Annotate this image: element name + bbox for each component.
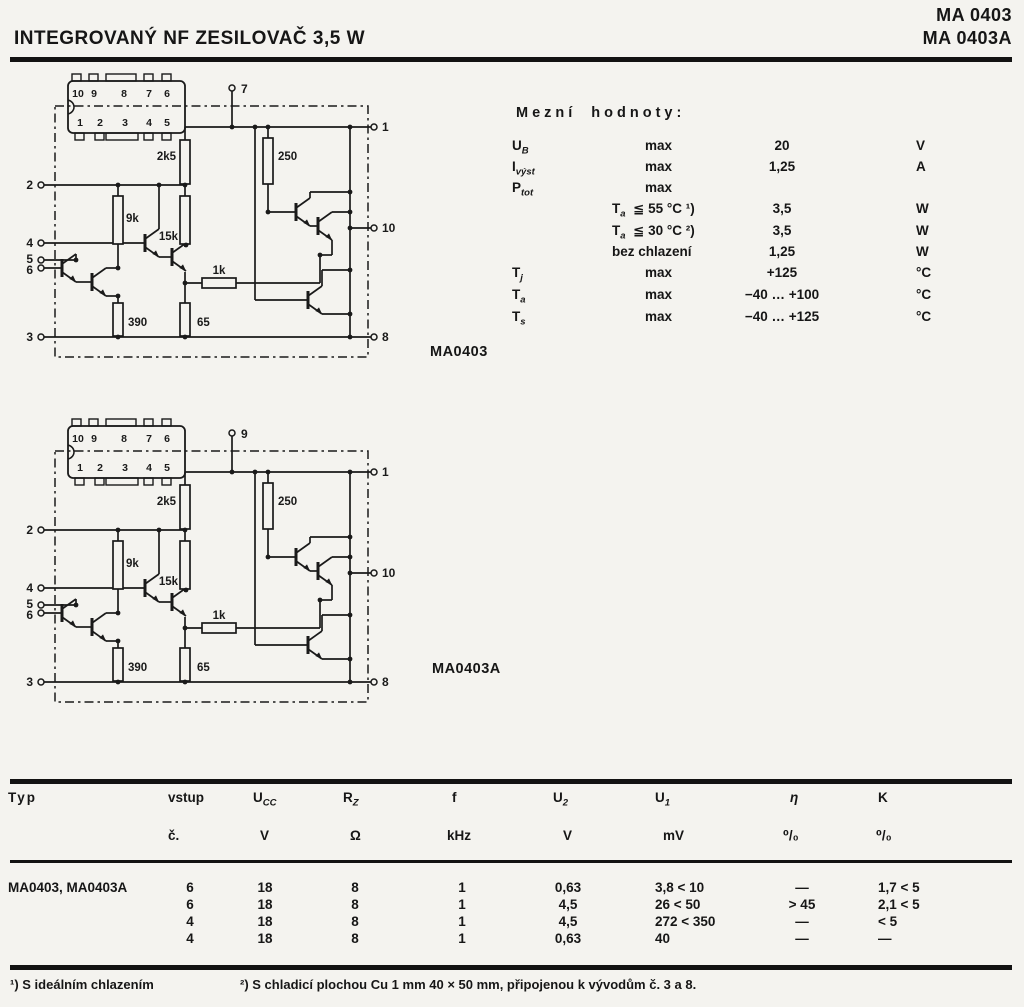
circuit-label: MA0403A [432,661,501,677]
junction-dot [253,470,258,475]
limit-max: max [645,309,673,324]
terminal [38,602,44,608]
ic-pin-number: 5 [164,117,170,129]
ic-pin-number: 6 [164,433,170,445]
junction-dot [74,258,79,263]
pin-label: 1 [382,465,389,479]
junction-dot [348,125,353,130]
pin-label: 9 [241,427,248,441]
junction-dot [348,555,353,560]
ic-pin-stub [162,133,171,140]
ic-pin-stub [144,478,153,485]
pin-label: 10 [382,221,396,235]
pin-label: 5 [26,252,33,266]
resistor [202,278,236,288]
table-cell: 1 [458,897,466,912]
limit-symbol: $T_a$ [512,287,526,306]
terminal [38,527,44,533]
table-cell: — [878,931,892,946]
resistor [180,485,190,529]
ic-pin-number: 10 [72,433,84,445]
resistor [202,623,236,633]
limit-max: max [645,265,673,280]
ic-pin-stub [144,74,153,81]
ic-pin-number: 9 [91,88,97,100]
table-mid-rule [10,860,1012,863]
junction-dot [348,210,353,215]
ic-pin-stub [162,478,171,485]
circuit-label: MA0403 [430,344,488,360]
junction-dot [183,528,188,533]
junction-dot [157,183,162,188]
ic-pin-stub [89,419,98,426]
terminal [371,124,377,130]
ic-pin-number: 7 [146,433,152,445]
table-column-header: $U_2$ [553,790,569,809]
table-cell: 1 [458,914,466,929]
junction-dot [116,611,121,616]
terminal [229,430,235,436]
junction-dot [74,603,79,608]
resistor [263,483,273,529]
resistor [180,196,190,244]
ic-tab [106,133,138,140]
junction-dot [348,312,353,317]
table-cell: 2,1 < 5 [878,897,920,912]
table-column-header: $U_1$ [655,790,671,809]
table-cell: 1,7 < 5 [878,880,920,895]
junction-dot [183,335,188,340]
limit-value: −40 … +125 [744,309,820,324]
limit-unit: V [916,138,926,153]
table-cell: 40 [655,931,671,946]
resistor [180,303,190,336]
table-column-header: f [452,790,457,805]
limit-unit: W [916,201,929,216]
wire [92,613,106,623]
junction-dot [348,190,353,195]
limit-unit: W [916,244,929,259]
wire [92,268,106,278]
resistor-label: 9k [126,213,139,225]
table-column-header: η [790,790,799,805]
table-cell: 1 [458,880,466,895]
table-cell: 3,8 < 10 [655,880,705,895]
ic-pin-number: 2 [97,117,103,129]
table-cell: < 5 [878,914,898,929]
wire [145,229,159,239]
terminal [38,679,44,685]
table-cell: 272 < 350 [655,914,716,929]
junction-dot [116,266,121,271]
limit-unit: A [916,159,926,174]
junction-dot [348,680,353,685]
transistor-emitter-arrow [179,264,186,271]
ic-pin-number: 5 [164,462,170,474]
limit-max: max [645,287,673,302]
transistor-emitter-arrow [325,233,332,240]
page-title: INTEGROVANÝ NF ZESILOVAČ 3,5 W [14,28,366,49]
table-column-header: $U_{CC}$ [253,790,277,809]
table-column-unit: ⁰/₀ [876,828,892,843]
table-cell: 18 [257,880,273,895]
ic-pin-number: 4 [146,462,152,474]
ic-pin-stub [75,133,84,140]
ic-tab [106,74,136,81]
terminal [38,182,44,188]
resistor-label: 390 [128,662,148,674]
junction-dot [116,183,121,188]
terminal [38,610,44,616]
transistor-emitter-arrow [99,289,106,296]
table-cell: 1 [458,931,466,946]
junction-dot [348,535,353,540]
pin-label: 3 [26,675,33,689]
ic-pin-number: 6 [164,88,170,100]
junction-dot [183,183,188,188]
resistor-label: 9k [126,558,139,570]
resistor [180,648,190,681]
ic-pin-number: 4 [146,117,152,129]
junction-dot [348,470,353,475]
terminal [371,225,377,231]
ic-pin-number: 3 [122,117,128,129]
ic-pin-stub [162,74,171,81]
resistor [113,648,123,681]
ic-pin-stub [162,419,171,426]
ic-pin-stub [95,478,104,485]
table-column-unit: ⁰/₀ [783,828,799,843]
limit-value: −40 … +100 [744,287,820,302]
resistor-label: 1k [212,610,226,622]
terminal [38,265,44,271]
terminal [229,85,235,91]
limit-value: 1,25 [768,244,796,259]
limit-value: 3,5 [772,223,792,238]
resistor-label: 250 [278,496,298,508]
junction-dot [116,680,121,685]
table-cell: 18 [257,897,273,912]
resistor-label: 65 [197,317,210,329]
transistor-emitter-arrow [325,578,332,585]
ic-pin-number: 10 [72,88,84,100]
junction-dot [183,680,188,685]
transistor-emitter-arrow [69,620,76,627]
terminal [38,585,44,591]
footnote-1: ¹) S ideálním chlazením [10,977,154,992]
wire [318,557,332,567]
limit-value: 20 [774,138,790,153]
junction-dot [318,598,323,603]
terminal [38,240,44,246]
limits-title: Mezní hodnoty: [516,105,686,121]
junction-dot [266,125,271,130]
limit-value: 1,25 [768,159,796,174]
table-column-unit: V [563,828,573,843]
junction-dot [230,125,235,130]
table-cell: — [795,914,809,929]
wire [296,198,310,208]
terminal [371,570,377,576]
junction-dot [348,335,353,340]
schematic-ma0403a [20,405,440,715]
junction-dot [266,210,271,215]
resistor [113,541,123,589]
transistor-emitter-arrow [303,219,310,226]
junction-dot [184,243,189,248]
limit-condition: bez chlazení [612,244,692,259]
table-column-header: Typ [8,790,37,805]
junction-dot [348,268,353,273]
junction-dot [183,626,188,631]
ic-pin-stub [144,133,153,140]
wire [145,574,159,584]
resistor-label: 2k5 [156,496,176,508]
pin-label: 5 [26,597,33,611]
resistor-label: 250 [278,151,298,163]
transistor-emitter-arrow [69,275,76,282]
junction-dot [348,226,353,231]
terminal [371,679,377,685]
limit-value: +125 [766,265,798,280]
limit-max: max [645,138,673,153]
table-top-rule [10,779,1012,784]
table-cell: 0,63 [554,880,582,895]
terminal [38,257,44,263]
junction-dot [116,528,121,533]
table-column-unit: č. [168,828,180,843]
table-cell: 0,63 [554,931,582,946]
ic-pin-number: 7 [146,88,152,100]
transistor-emitter-arrow [152,595,159,602]
junction-dot [348,613,353,618]
table-column-unit: V [260,828,270,843]
pin-label: 1 [382,120,389,134]
pin-label: 2 [26,178,33,192]
resistor-label: 15k [158,231,178,243]
pin-label: 10 [382,566,396,580]
ic-pin-number: 8 [121,88,127,100]
limit-unit: °C [916,287,932,302]
transistor-emitter-arrow [179,609,186,616]
pin-label: 2 [26,523,33,537]
terminal [38,334,44,340]
table-cell: 4 [186,931,194,946]
pin-label: 6 [26,608,33,622]
limit-symbol: $P_{tot}$ [512,180,534,199]
table-column-header: $R_Z$ [343,790,359,809]
part-number-2: MA 0403A [922,28,1012,48]
limit-symbol: $T_s$ [512,309,526,328]
schematic-ma0403 [20,60,440,370]
ic-pin-number: 1 [77,117,83,129]
ic-pin-number: 9 [91,433,97,445]
part-number-1: MA 0403 [936,5,1012,25]
transistor-emitter-arrow [152,250,159,257]
ic-pin-number: 2 [97,462,103,474]
ic-tab [106,419,136,426]
junction-dot [116,335,121,340]
resistor [180,140,190,184]
terminal [371,334,377,340]
limit-max: max [645,180,673,195]
resistor [263,138,273,184]
table-cell: 6 [186,880,194,895]
table-bottom-rule [10,965,1012,970]
limit-symbol: $U_B$ [512,138,529,157]
junction-dot [266,470,271,475]
transistor-emitter-arrow [315,307,322,314]
limit-value: 3,5 [772,201,792,216]
table-cell: 18 [257,914,273,929]
resistor-label: 1k [212,265,226,277]
ic-pin-stub [75,478,84,485]
wire [296,543,310,553]
ic-pin-stub [95,133,104,140]
resistor [113,303,123,336]
limit-condition: $T_a$ ≦ 55 °C ¹) [612,201,695,220]
resistor-label: 15k [158,576,178,588]
junction-dot [183,281,188,286]
junction-dot [318,253,323,258]
resistor [180,541,190,589]
table-column-header: vstup [168,790,205,805]
junction-dot [348,657,353,662]
junction-dot [184,588,189,593]
table-row-label: MA0403, MA0403A [8,880,128,895]
terminal [371,469,377,475]
ic-pin-stub [89,74,98,81]
part-numbers [923,4,1012,50]
table-cell: 8 [351,931,359,946]
table-cell: > 45 [788,897,816,912]
limit-condition: $T_a$ ≦ 30 °C ²) [612,223,695,242]
ic-pin-number: 1 [77,462,83,474]
table-cell: 26 < 50 [655,897,701,912]
ic-pin-number: 3 [122,462,128,474]
limit-symbol: $T_j$ [512,265,523,284]
transistor-emitter-arrow [99,634,106,641]
table-cell: 8 [351,880,359,895]
wire [318,212,332,222]
junction-dot [230,470,235,475]
ic-pin-stub [144,419,153,426]
table-column-unit: kHz [447,828,472,843]
table-cell: 4,5 [558,914,578,929]
table-column-header: K [878,790,888,805]
resistor [113,196,123,244]
limit-unit: °C [916,309,932,324]
table-cell: 4,5 [558,897,578,912]
junction-dot [157,528,162,533]
resistor-label: 2k5 [156,151,176,163]
wire [308,286,322,296]
limit-max: max [645,159,673,174]
ic-pin-stub [72,419,81,426]
table-cell: 18 [257,931,273,946]
ic-pin-stub [72,74,81,81]
pin-label: 4 [26,236,33,250]
pin-label: 8 [382,675,389,689]
table-cell: — [795,880,809,895]
pin-label: 8 [382,330,389,344]
table-column-unit: Ω [350,828,361,843]
resistor-label: 65 [197,662,210,674]
table-cell: 6 [186,897,194,912]
pin-label: 6 [26,263,33,277]
ic-pin-number: 8 [121,433,127,445]
table-cell: 8 [351,897,359,912]
wire [308,631,322,641]
table-cell: 4 [186,914,194,929]
junction-dot [266,555,271,560]
table-cell: 8 [351,914,359,929]
resistor-label: 390 [128,317,148,329]
limit-symbol: $I_{výst}$ [512,159,535,178]
ic-tab [106,478,138,485]
limit-unit: °C [916,265,932,280]
limit-unit: W [916,223,929,238]
table-column-unit: mV [663,828,685,843]
table-cell: — [795,931,809,946]
junction-dot [253,125,258,130]
pin-label: 7 [241,82,248,96]
junction-dot [116,294,121,299]
footnote-2: ²) S chladicí plochou Cu 1 mm 40 × 50 mm, připojenou k vývodům č. 3 a 8. [240,977,697,992]
junction-dot [348,571,353,576]
junction-dot [116,639,121,644]
transistor-emitter-arrow [315,652,322,659]
pin-label: 4 [26,581,33,595]
pin-label: 3 [26,330,33,344]
transistor-emitter-arrow [303,564,310,571]
